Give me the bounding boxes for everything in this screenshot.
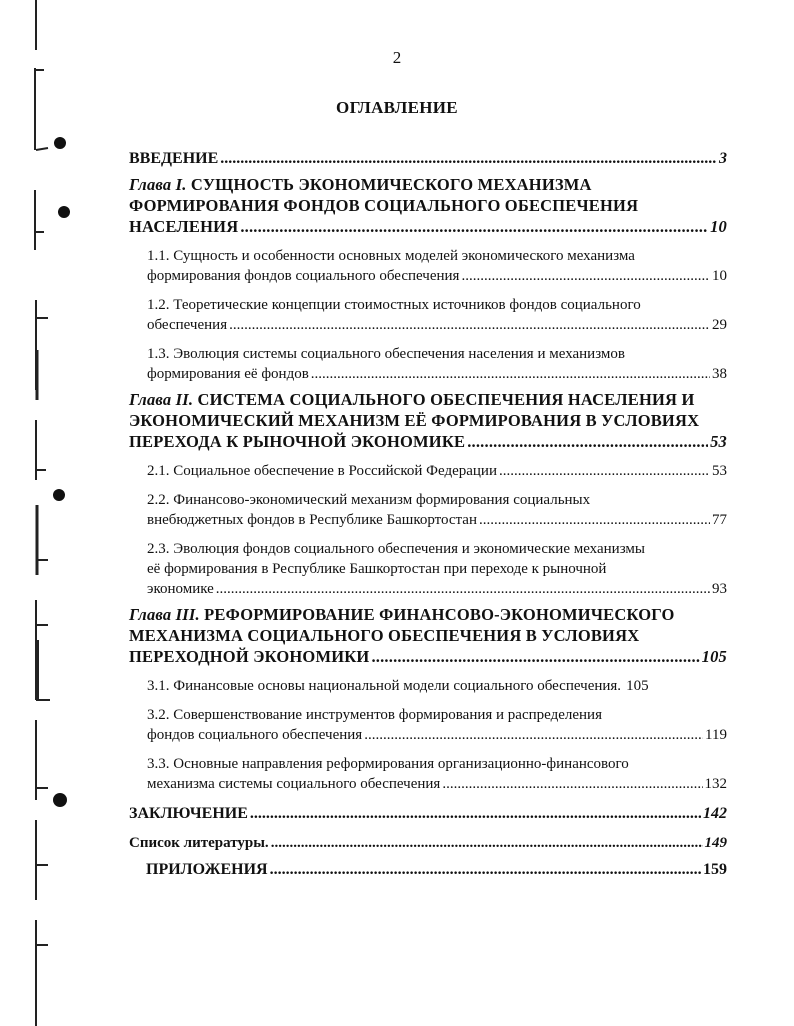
- dot-leader: [371, 646, 699, 667]
- section-title-line: 3.3. Основные направления реформирования организационно-финансового: [147, 756, 629, 772]
- dot-leader: [240, 216, 708, 237]
- toc-title: ОГЛАВЛЕНИЕ: [336, 98, 458, 117]
- chapter-title-line: ПЕРЕХОДА К РЫНОЧНОЙ ЭКОНОМИКЕ: [129, 432, 466, 451]
- toc-entry-page: 38: [712, 366, 727, 382]
- toc-entry-page: 142: [703, 805, 727, 822]
- section-title-line: её формирования в Республике Башкортостан при переходе к рыночной: [147, 561, 607, 577]
- dot-leader: [271, 833, 703, 854]
- chapter-1-heading[interactable]: [129, 174, 727, 237]
- toc-entry-page: 29: [712, 317, 727, 333]
- toc-entry-page: 53: [712, 463, 727, 479]
- dot-leader: [442, 774, 702, 794]
- page-number: 2: [392, 48, 402, 67]
- section-1-2[interactable]: [147, 295, 727, 335]
- dot-leader: [229, 315, 710, 335]
- toc-entry-literature[interactable]: [129, 833, 727, 854]
- section-title-line: 2.3. Эволюция фондов социального обеспечения и экономические механизмы: [147, 541, 645, 557]
- section-3-1[interactable]: [147, 676, 727, 696]
- chapter-label: Глава I.: [129, 175, 187, 194]
- toc-entry-page: 105: [701, 647, 727, 666]
- section-2-1[interactable]: [147, 461, 727, 481]
- toc-entry-page: 10: [712, 268, 727, 284]
- toc-entry-label: Список литературы.: [129, 835, 269, 851]
- toc-entry-label: ЗАКЛЮЧЕНИЕ: [129, 805, 248, 822]
- section-title-line: формирования фондов социального обеспечения: [147, 268, 460, 284]
- section-2-3[interactable]: [147, 539, 727, 599]
- table-of-contents: [129, 148, 727, 880]
- chapter-2-heading[interactable]: [129, 389, 727, 452]
- dot-leader: [250, 803, 701, 824]
- chapter-title-line: СИСТЕМА СОЦИАЛЬНОГО ОБЕСПЕЧЕНИЯ НАСЕЛЕНИЯ И: [197, 390, 695, 409]
- section-title-line: обеспечения: [147, 317, 228, 333]
- section-1-1[interactable]: [147, 246, 727, 286]
- toc-entry-page: 149: [704, 835, 727, 851]
- chapter-title-line: СУЩНОСТЬ ЭКОНОМИЧЕСКОГО МЕХАНИЗМА: [190, 175, 592, 194]
- toc-entry-label: ПРИЛОЖЕНИЯ: [146, 861, 268, 878]
- section-2-2[interactable]: [147, 490, 727, 530]
- section-title-line: 3.2. Совершенствование инструментов формирования и распределения: [147, 707, 602, 723]
- dot-leader: [461, 266, 710, 286]
- toc-entry-page: 105: [626, 678, 649, 694]
- dot-leader: [270, 859, 701, 880]
- section-title-line: 2.1. Социальное обеспечение в Российской Федерации: [147, 463, 497, 479]
- section-title-line: формирования её фондов: [147, 366, 309, 382]
- toc-entry-page: 159: [703, 861, 727, 878]
- dot-leader: [479, 510, 710, 530]
- section-title-line: 2.2. Финансово-экономический механизм формирования социальных: [147, 492, 591, 508]
- chapter-label: Глава II.: [129, 390, 194, 409]
- toc-entry-intro[interactable]: [129, 148, 727, 169]
- toc-entry-label: ВВЕДЕНИЕ: [129, 150, 219, 167]
- chapter-title-line: РЕФОРМИРОВАНИЕ ФИНАНСОВО-ЭКОНОМИЧЕСКОГО: [204, 605, 675, 624]
- section-1-3[interactable]: [147, 344, 727, 384]
- chapter-title-line: ФОРМИРОВАНИЯ ФОНДОВ СОЦИАЛЬНОГО ОБЕСПЕЧЕНИЯ: [129, 196, 639, 215]
- scan-margin-artifacts: [0, 0, 74, 1026]
- section-3-3[interactable]: [147, 754, 727, 794]
- chapter-title-line: ПЕРЕХОДНОЙ ЭКОНОМИКИ: [129, 647, 370, 666]
- dot-leader: [364, 725, 703, 745]
- dot-leader: [220, 148, 717, 169]
- toc-entry-page: 93: [712, 581, 727, 597]
- dot-leader: [467, 431, 708, 452]
- section-3-2[interactable]: [147, 705, 727, 745]
- dot-leader: [216, 579, 710, 599]
- section-title-line: 1.3. Эволюция системы социального обеспечения населения и механизмов: [147, 346, 625, 362]
- toc-entry-appendices[interactable]: [146, 859, 727, 880]
- section-title-line: 3.1. Финансовые основы национальной модели социального обеспечения.: [147, 678, 622, 694]
- toc-entry-page: 53: [710, 432, 727, 451]
- toc-entry-page: 119: [705, 727, 727, 743]
- toc-entry-conclusion[interactable]: [129, 803, 727, 824]
- toc-entry-page: 77: [712, 512, 727, 528]
- chapter-title-line: МЕХАНИЗМА СОЦИАЛЬНОГО ОБЕСПЕЧЕНИЯ В УСЛОВИЯХ: [129, 626, 640, 645]
- section-title-line: 1.1. Сущность и особенности основных моделей экономического механизма: [147, 248, 635, 264]
- dot-leader: [499, 461, 710, 481]
- section-title-line: внебюджетных фондов в Республике Башкортостан: [147, 512, 477, 528]
- chapter-label: Глава III.: [129, 605, 200, 624]
- section-title-line: экономике: [147, 581, 214, 597]
- section-title-line: механизма системы социального обеспечения: [147, 776, 441, 792]
- dot-leader: [311, 364, 710, 384]
- chapter-3-heading[interactable]: [129, 604, 727, 667]
- toc-entry-page: 132: [704, 776, 727, 792]
- chapter-title-line: НАСЕЛЕНИЯ: [129, 217, 239, 236]
- section-title-line: 1.2. Теоретические концепции стоимостных источников фондов социального: [147, 297, 641, 313]
- chapter-title-line: ЭКОНОМИЧЕСКИЙ МЕХАНИЗМ ЕЁ ФОРМИРОВАНИЯ В УСЛОВИЯХ: [129, 411, 700, 430]
- section-title-line: фондов социального обеспечения: [147, 727, 363, 743]
- toc-entry-page: 3: [719, 150, 727, 167]
- toc-entry-page: 10: [710, 217, 727, 236]
